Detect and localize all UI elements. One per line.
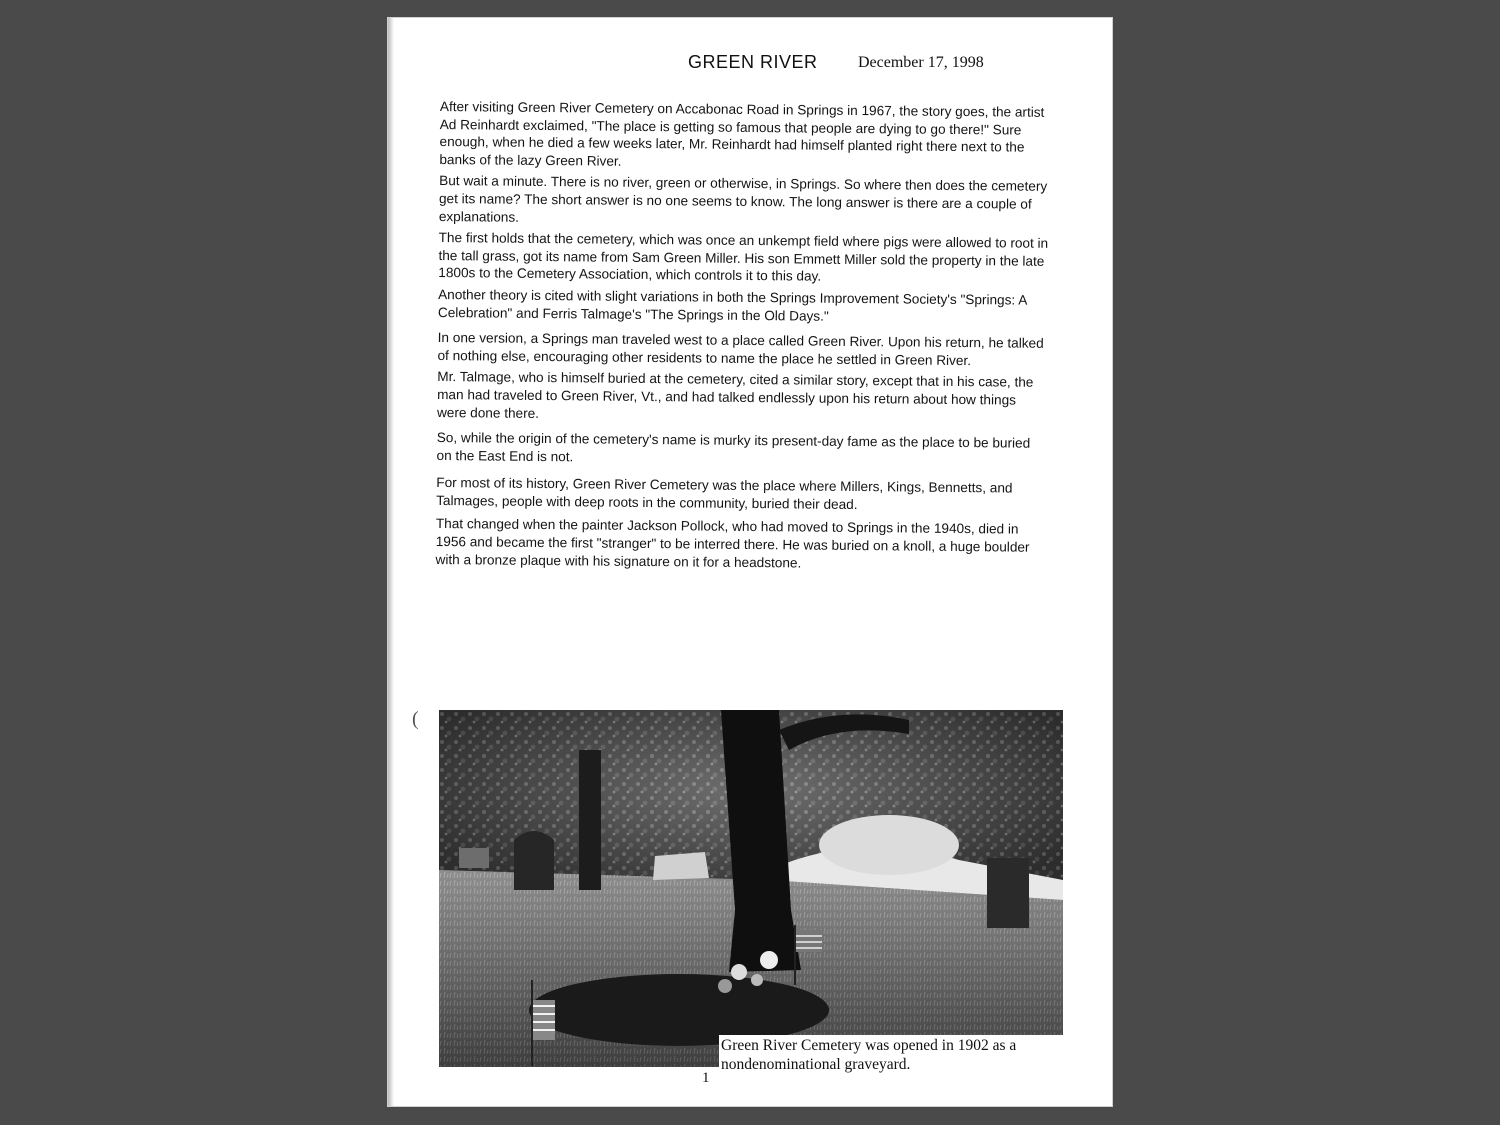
paragraph: The first holds that the cemetery, which was once an unkempt field where pigs were allowed to root in the tall grass, got its name from Sam Green Miller. His son Emmett Miller sold the property in the late 1800s to the Cemetery Association, which controls it to this day. bbox=[438, 230, 1049, 285]
paragraph: After visiting Green River Cemetery on Accabonac Road in Springs in 1967, the story goes, the artist Ad Reinhardt exclaimed, "The place is getting so famous that people are dying to go there!" Sure enough, when he died a few weeks later, Mr. Reinhardt had himself planted right there next to the banks of the lazy Green River. bbox=[439, 98, 1045, 169]
page-title: GREEN RIVER bbox=[688, 52, 818, 72]
photo-caption: Green River Cemetery was opened in 1902 as a nondenominational graveyard. bbox=[719, 1035, 1073, 1074]
page-edge bbox=[388, 18, 394, 1106]
paragraph: In one version, a Springs man traveled west to a place called Green River. Upon his return, he talked of nothing else, encouraging other residents to name the place he settled in Green River. bbox=[437, 330, 1044, 368]
paragraph: But wait a minute. There is no river, green or otherwise, in Springs. So where then does the cemetery get its name? The short answer is no one seems to know. The long answer is there are a couple of explanations. bbox=[438, 173, 1048, 225]
paragraph: So, while the origin of the cemetery's name is murky its present-day fame as the place to be buried on the East End is not. bbox=[436, 430, 1031, 464]
paragraph: For most of its history, Green River Cemetery was the place where Millers, Kings, Bennetts, and Talmages, people with deep roots in the community, buried their dead. bbox=[436, 475, 1013, 512]
cemetery-photo bbox=[439, 710, 1063, 1067]
paragraph: Mr. Talmage, who is himself buried at the cemetery, cited a similar story, except that in his case, the man had traveled to Green River, Vt., and had talked endlessly upon his return about how things were done there. bbox=[436, 369, 1034, 421]
page-date: December 17, 1998 bbox=[858, 54, 984, 71]
paragraph: Another theory is cited with slight variations in both the Springs Improvement Society's "Springs: A Celebration" and Ferris Talmage's "The Springs in the Old Days." bbox=[437, 286, 1027, 324]
article-body bbox=[435, 98, 1052, 578]
document-page bbox=[388, 18, 1112, 1106]
page-number: 1 bbox=[702, 1070, 710, 1086]
paragraph: That changed when the painter Jackson Pollock, who had moved to Springs in the 1940s, died in 1956 and became the first "stranger" to be interred there. He was buried on a knoll, a huge boulder with a bronze plaque with his signature on it for a headstone. bbox=[435, 516, 1030, 571]
scan-mark: ( bbox=[412, 708, 419, 730]
